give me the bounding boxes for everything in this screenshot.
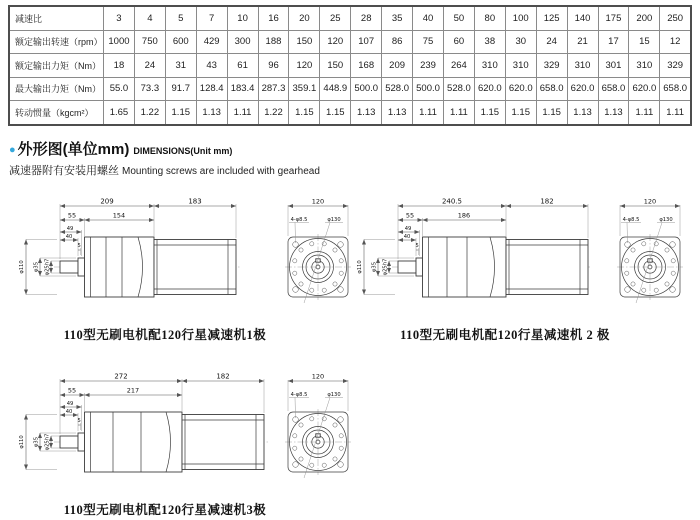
table-cell: 30 [505,30,536,54]
table-cell: 1.13 [382,101,413,125]
table-cell: 24 [134,54,165,78]
table-cell: 1.11 [413,101,444,125]
table-cell: 80 [474,6,505,30]
dim-front-length: 55 [67,386,77,395]
table-cell: 168 [351,54,382,78]
dim-total: 240.5 [441,197,463,206]
table-cell: 264 [443,54,474,78]
table-cell: 1.13 [196,101,227,125]
dim-flange-width: 120 [311,372,325,381]
table-cell: 125 [536,6,567,30]
motor-outline [154,240,236,295]
gearbox-outline [398,237,506,297]
table-cell: 120 [289,54,320,78]
table-cell: 1.15 [320,101,351,125]
section-title-cn: 外形图(单位mm) [17,141,130,158]
end-view-labels [291,373,341,399]
dim-gear-length: 217 [126,386,140,395]
table-cell: 107 [351,30,382,54]
table-cell: 301 [598,54,629,78]
dim-boss-length: 5 [415,243,419,249]
table-cell: 24 [536,30,567,54]
table-cell: 1.13 [598,101,629,125]
table-cell: 17 [598,30,629,54]
table-cell: 1.65 [104,101,135,125]
drawing2-caption: 110型无刷电机配120行星减速机 2 极 [400,328,610,342]
drawing2-side-view [348,192,594,307]
table-cell: 528.0 [443,77,474,101]
table-cell: 1.13 [567,101,598,125]
dim-shaft-length: 40 [403,234,411,240]
dimensions-section-header [9,140,320,180]
table-cell: 20 [289,6,320,30]
dim-shaft-length: 40 [65,409,73,415]
motor-outline [506,240,588,295]
dim-flange-width: 120 [643,197,657,206]
dim-shaft-diameter: φ25h7 [382,258,389,276]
dim-bolt-circle: φ130 [327,392,341,398]
row-label: 减速比 [9,6,104,30]
table-cell: 175 [598,6,629,30]
table-cell: 35 [382,6,413,30]
dim-motor-length: 182 [216,372,230,381]
row-label: 额定输出转速（rpm） [9,30,104,54]
table-cell: 16 [258,6,289,30]
gearbox-outline [60,237,154,297]
drawing3-caption: 110型无刷电机配120行星减速机3极 [63,503,267,517]
table-cell: 1.15 [289,101,320,125]
row-label: 额定输出力矩（Nm） [9,54,104,78]
table-cell: 40 [413,6,444,30]
table-cell: 658.0 [598,77,629,101]
dim-bolt-circle: φ130 [659,217,673,223]
row-label: 最大输出力矩（Nm） [9,77,104,101]
dim-mount-holes: 4-φ8.5 [290,217,308,223]
section-note-cn: 减速器附有安装用螺丝 [9,165,119,177]
dim-motor-diameter: φ110 [357,260,363,274]
table-cell: 310 [567,54,598,78]
dim-front-length: 55 [405,211,415,220]
table-cell: 4 [134,6,165,30]
table-cell: 239 [413,54,444,78]
table-cell: 100 [505,6,536,30]
table-cell: 91.7 [165,77,196,101]
dim-boss-diameter: φ35 [371,261,378,273]
table-cell: 620.0 [474,77,505,101]
dim-boss-length: 5 [77,418,81,424]
table-cell: 1.11 [660,101,691,125]
table-cell: 310 [474,54,505,78]
table-cell: 25 [320,6,351,30]
table-cell: 150 [320,54,351,78]
table-row [9,101,691,125]
table-cell: 1.15 [474,101,505,125]
dim-shaft-diameter: φ25h7 [44,258,51,276]
table-row [9,6,691,30]
dim-boss-length: 5 [77,243,81,249]
table-cell: 183.4 [227,77,258,101]
table-cell: 150 [289,30,320,54]
dim-shaft-outer: 49 [66,401,74,407]
table-cell: 60 [443,30,474,54]
table-cell: 43 [196,54,227,78]
table-cell: 96 [258,54,289,78]
spec-table-body [9,6,691,125]
table-cell: 209 [382,54,413,78]
dim-motor-length: 182 [540,197,554,206]
table-cell: 120 [320,30,351,54]
section-title-line [9,140,320,160]
table-cell: 1.22 [258,101,289,125]
bullet-icon: ● [9,144,16,156]
table-row [9,77,691,101]
dim-flange-width: 120 [311,197,325,206]
end-view-labels [623,198,673,224]
table-cell: 188 [258,30,289,54]
table-cell: 15 [629,30,660,54]
table-cell: 500.0 [413,77,444,101]
table-cell: 429 [196,30,227,54]
table-cell: 620.0 [567,77,598,101]
drawing2-end-view [600,192,700,307]
dim-mount-holes: 4-φ8.5 [622,217,640,223]
table-cell: 5 [165,6,196,30]
table-cell: 600 [165,30,196,54]
table-cell: 528.0 [382,77,413,101]
table-cell: 310 [629,54,660,78]
dim-boss-diameter: φ35 [33,436,40,448]
dim-front-length: 55 [67,211,77,220]
table-cell: 75 [413,30,444,54]
table-cell: 128.4 [196,77,227,101]
table-cell: 18 [104,54,135,78]
leader-lines [621,223,675,304]
table-cell: 658.0 [660,77,691,101]
leader-lines [289,398,343,479]
dim-shaft-outer: 49 [66,226,74,232]
table-cell: 359.1 [289,77,320,101]
dim-total: 209 [100,197,114,206]
table-cell: 55.0 [104,77,135,101]
table-cell: 1.15 [536,101,567,125]
table-cell: 1.15 [505,101,536,125]
table-cell: 1.22 [134,101,165,125]
drawing1-caption: 110型无刷电机配120行星减速机1极 [63,328,267,342]
table-cell: 50 [443,6,474,30]
table-cell: 329 [660,54,691,78]
dim-gear-length: 186 [457,211,471,220]
table-cell: 1.11 [443,101,474,125]
row-label: 转动惯量（kgcm²） [9,101,104,125]
dim-shaft-outer: 49 [404,226,412,232]
spec-table [8,5,692,126]
dim-gear-length: 154 [112,211,126,220]
table-row [9,30,691,54]
table-cell: 658.0 [536,77,567,101]
section-note-line [9,160,320,180]
drawing1-side-view [10,192,242,307]
table-cell: 500.0 [351,77,382,101]
dim-shaft-diameter: φ25h7 [44,433,51,451]
table-cell: 7 [196,6,227,30]
table-cell: 28 [351,6,382,30]
dim-motor-diameter: φ110 [19,260,25,274]
table-cell: 448.9 [320,77,351,101]
dim-shaft-length: 40 [65,234,73,240]
table-cell: 38 [474,30,505,54]
end-view-labels [291,198,341,224]
dim-total: 272 [114,372,128,381]
table-cell: 300 [227,30,258,54]
table-cell: 10 [227,6,258,30]
table-cell: 61 [227,54,258,78]
dim-motor-length: 183 [188,197,202,206]
dim-bolt-circle: φ130 [327,217,341,223]
table-cell: 1.13 [351,101,382,125]
table-cell: 329 [536,54,567,78]
table-cell: 31 [165,54,196,78]
table-cell: 86 [382,30,413,54]
motor-outline [182,415,264,470]
drawing3-side-view [10,367,270,482]
table-cell: 310 [505,54,536,78]
table-cell: 1.11 [629,101,660,125]
table-cell: 21 [567,30,598,54]
leader-lines [289,223,343,304]
table-cell: 73.3 [134,77,165,101]
section-title-en: DIMENSIONS(Unit mm) [133,146,233,156]
dim-boss-diameter: φ35 [33,261,40,273]
dim-mount-holes: 4-φ8.5 [290,392,308,398]
table-cell: 1000 [104,30,135,54]
table-cell: 250 [660,6,691,30]
table-cell: 200 [629,6,660,30]
table-cell: 620.0 [629,77,660,101]
table-cell: 12 [660,30,691,54]
drawing3-end-view [268,367,368,482]
table-cell: 287.3 [258,77,289,101]
table-cell: 620.0 [505,77,536,101]
table-row [9,54,691,78]
section-note-en: Mounting screws are included with gearhead [122,166,320,177]
table-cell: 750 [134,30,165,54]
table-cell: 1.11 [227,101,258,125]
table-cell: 140 [567,6,598,30]
dim-motor-diameter: φ110 [19,435,25,449]
table-cell: 3 [104,6,135,30]
table-cell: 1.15 [165,101,196,125]
